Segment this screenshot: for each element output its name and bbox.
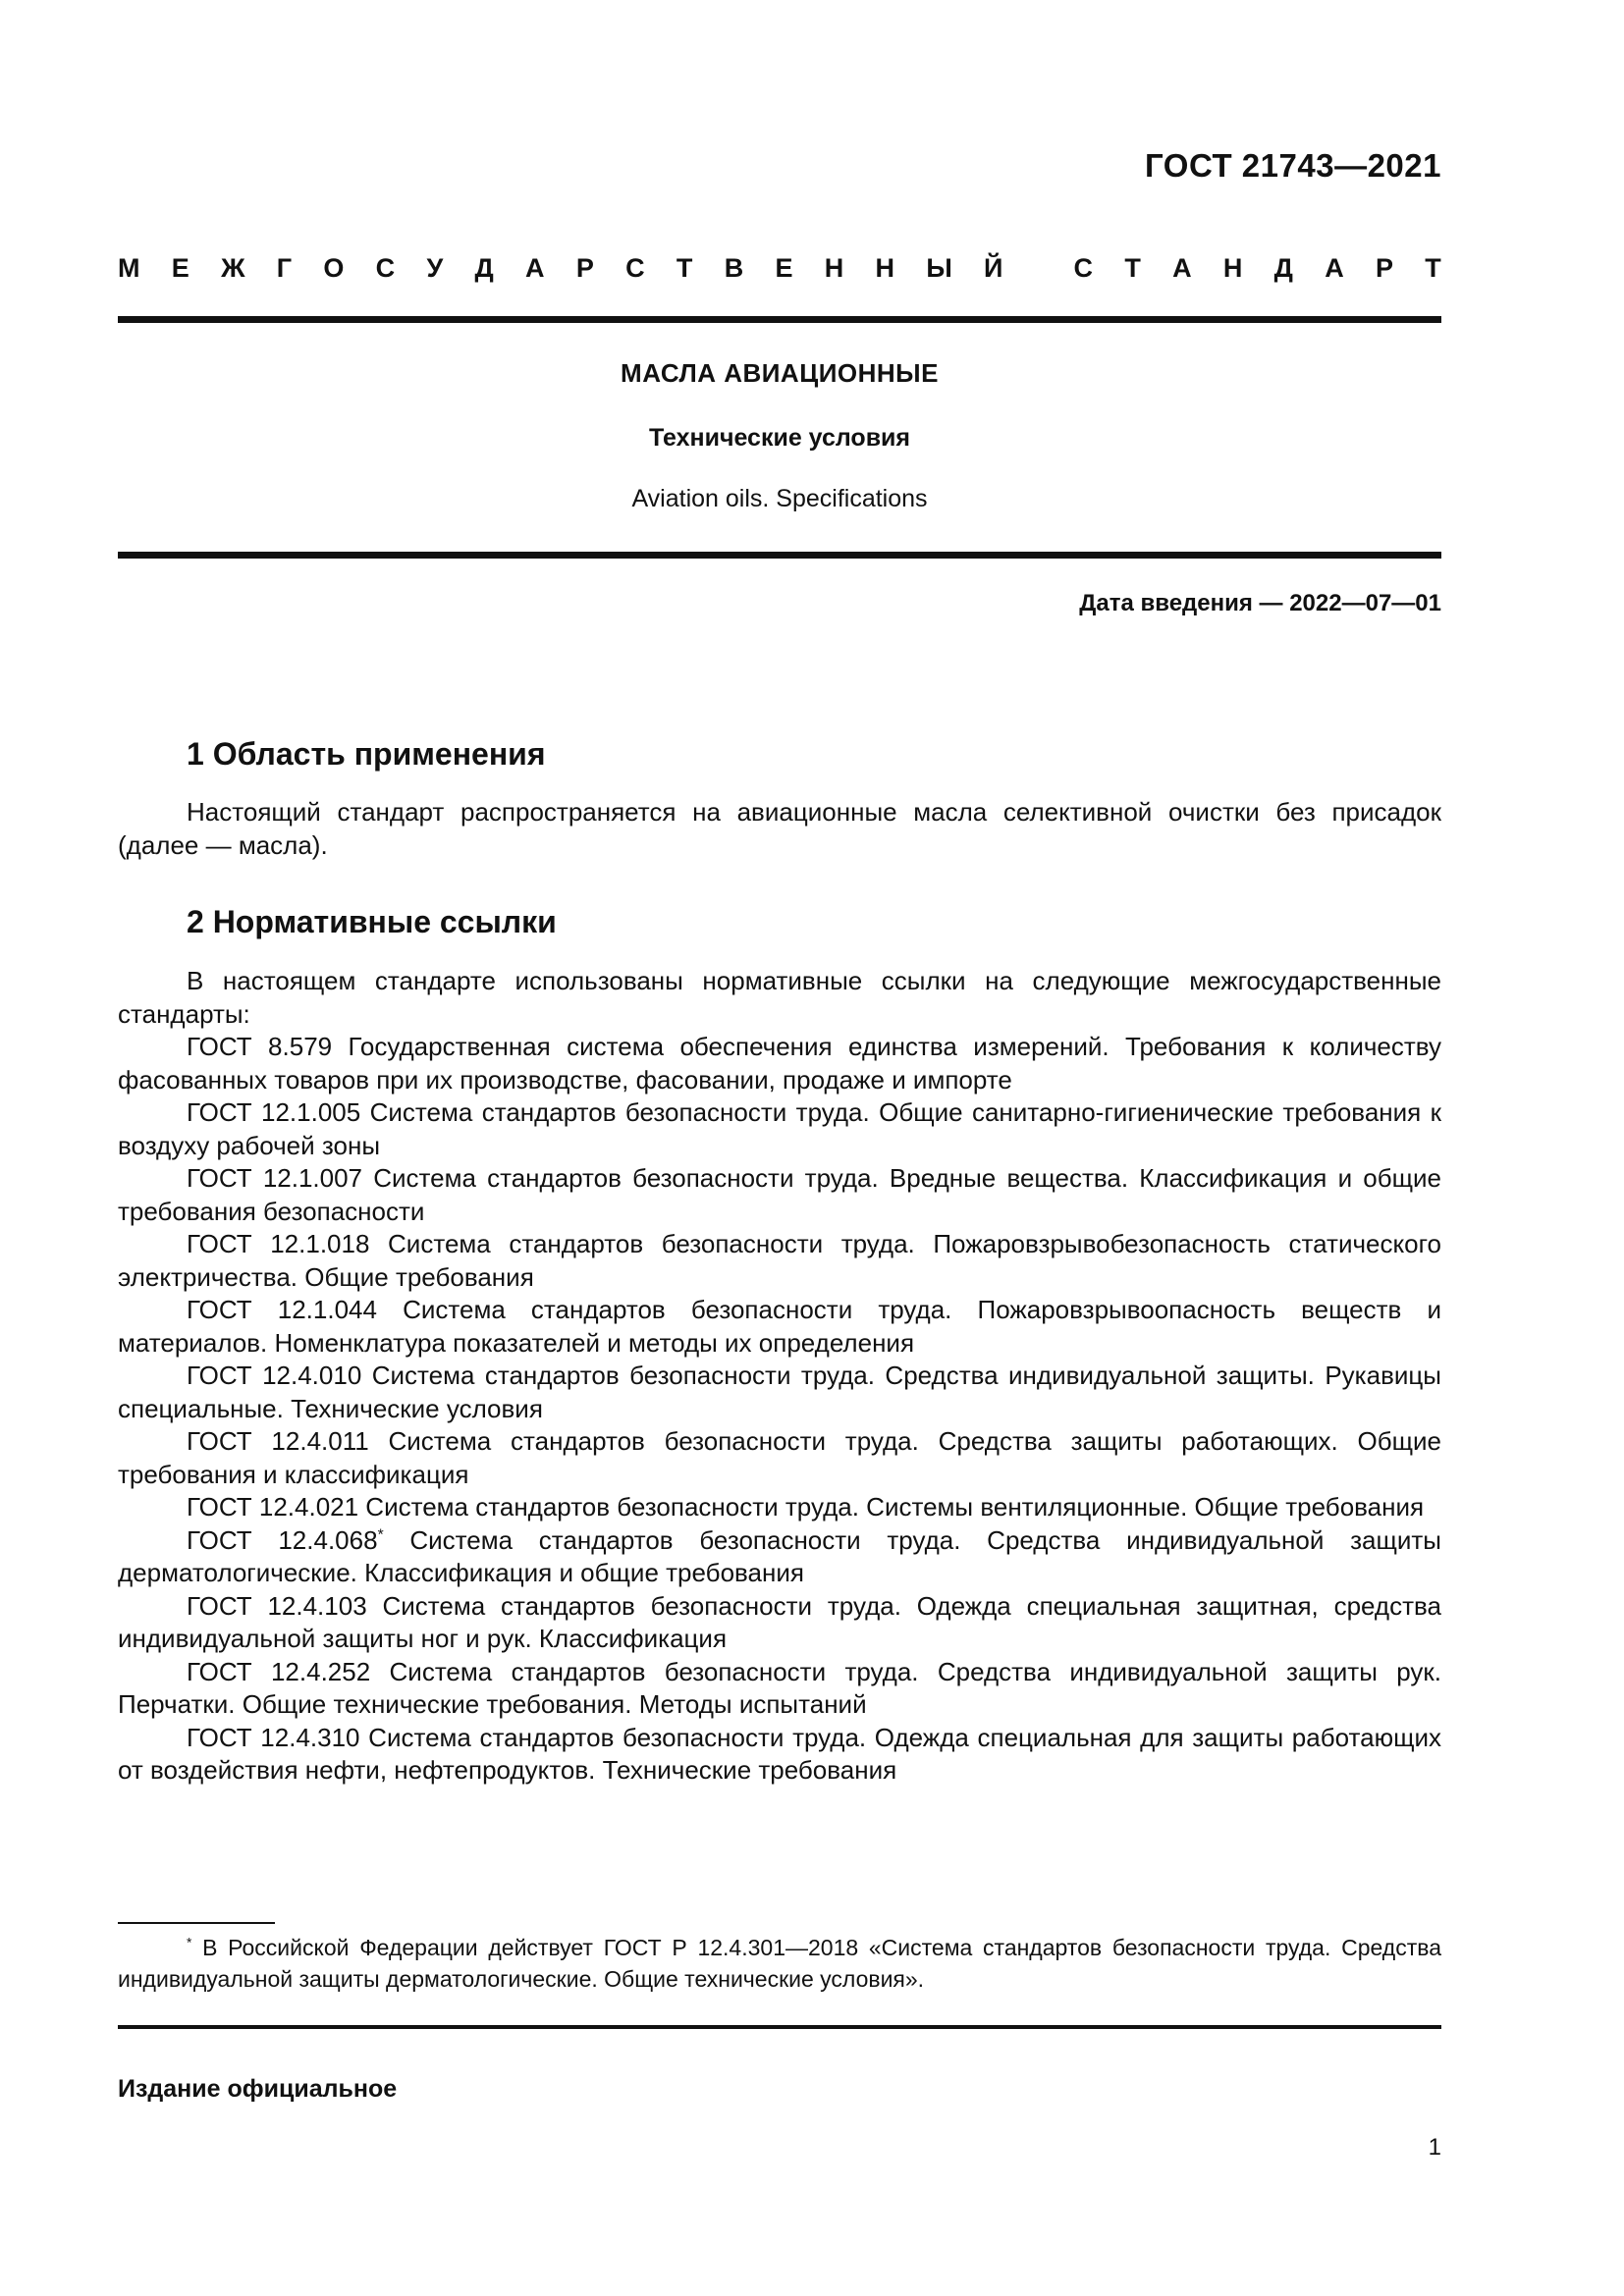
english-title: Aviation oils. Specifications <box>631 485 928 512</box>
reference-item <box>118 1491 1441 1524</box>
reference-code: ГОСТ 12.4.011 <box>187 1426 369 1456</box>
reference-code: ГОСТ 12.4.021 <box>187 1492 359 1522</box>
page-number: 1 <box>1428 2134 1441 2161</box>
reference-title: Система стандартов безопасности труда. Системы вентиляционные. Общие требования <box>358 1492 1425 1522</box>
banner-letter: Т <box>676 253 693 283</box>
banner-letter: С <box>625 253 645 283</box>
reference-item <box>118 1425 1441 1491</box>
banner-letter: С <box>1073 253 1094 283</box>
banner-letter: Р <box>1375 253 1393 283</box>
section-2-body <box>118 965 1441 1788</box>
banner-letter: Н <box>1222 253 1243 283</box>
banner-letter: Н <box>875 253 895 283</box>
reference-item <box>118 1228 1441 1294</box>
banner-letter: Д <box>474 253 494 283</box>
banner-letter: О <box>323 253 345 283</box>
banner-gap <box>1035 253 1043 284</box>
banner-letter: С <box>375 253 396 283</box>
section-2-heading: 2 Нормативные ссылки <box>187 904 557 939</box>
banner-letter: Р <box>575 253 594 283</box>
banner-letter: Н <box>824 253 844 283</box>
banner-letter: Т <box>1425 253 1441 283</box>
reference-item <box>118 1590 1441 1656</box>
banner-letter: Ы <box>926 253 952 283</box>
reference-code: ГОСТ 12.1.044 <box>187 1295 377 1324</box>
footnote-rule <box>118 1922 275 1924</box>
reference-title: Система стандартов безопасности труда. Вредные вещества. Классификация и общие требования безопасности <box>118 1163 1441 1226</box>
introduction-date: Дата введения — 2022—07—01 <box>1079 590 1441 616</box>
footnote <box>118 1932 1441 1995</box>
banner-letter: М <box>118 253 140 283</box>
reference-title: Система стандартов безопасности труда. Общие санитарно-гигиенические требования к воздуху рабочей зоны <box>118 1097 1442 1160</box>
reference-title: Система стандартов безопасности труда. Одежда специальная для защиты работающих от воздействия нефти, нефтепродуктов. Технические требования <box>118 1722 1441 1785</box>
banner-letter: У <box>426 253 444 283</box>
title-rule <box>118 552 1441 559</box>
reference-code: ГОСТ 12.4.010 <box>187 1361 362 1390</box>
main-title: МАСЛА АВИАЦИОННЫЕ <box>621 358 939 388</box>
reference-item <box>118 1031 1441 1096</box>
section-1-body <box>118 796 1441 862</box>
reference-title: Система стандартов безопасности труда. Средства защиты работающих. Общие требования и классификация <box>118 1426 1442 1489</box>
reference-item <box>118 1722 1441 1788</box>
banner-letter: Ж <box>221 253 245 283</box>
banner-letter: В <box>724 253 744 283</box>
reference-code: ГОСТ 12.4.068 <box>187 1524 378 1555</box>
banner-letter: Е <box>171 253 189 283</box>
reference-code: ГОСТ 12.1.007 <box>187 1163 363 1193</box>
banner-letter: Г <box>276 253 293 283</box>
reference-list <box>118 1031 1441 1788</box>
reference-code: ГОСТ 12.1.005 <box>187 1097 361 1127</box>
section-1-paragraph: Настоящий стандарт распространяется на авиационные масла селективной очистки без присадок (далее — масла). <box>118 797 1441 860</box>
banner-letter: А <box>1172 253 1192 283</box>
reference-title: Система стандартов безопасности труда. Средства индивидуальной защиты. Рукавицы специальные. Технические условия <box>118 1361 1441 1423</box>
reference-item <box>118 1524 1441 1590</box>
reference-item <box>118 1162 1441 1228</box>
reference-item <box>118 1294 1441 1360</box>
reference-code: ГОСТ 8.579 <box>187 1032 333 1061</box>
reference-title: Система стандартов безопасности труда. Пожаровзрывобезопасность статического электричества. Общие требования <box>118 1229 1441 1292</box>
reference-code: ГОСТ 12.4.310 <box>187 1722 360 1752</box>
reference-title: Государственная система обеспечения единства измерений. Требования к количеству фасованных товаров при их производстве, фасовании, продаже и импорте <box>118 1032 1441 1095</box>
reference-title: Система стандартов безопасности труда. Средства индивидуальной защиты дерматологические. Классификация и общие требования <box>118 1524 1441 1587</box>
reference-footnote-mark: * <box>377 1525 384 1543</box>
footnote-mark: * <box>187 1935 192 1950</box>
standard-banner <box>118 253 1441 284</box>
reference-title: Система стандартов безопасности труда. Пожаровзрывоопасность веществ и материалов. Номенклатура показателей и методы их определения <box>118 1295 1441 1358</box>
banner-letter: А <box>525 253 545 283</box>
sub-title: Технические условия <box>648 424 911 452</box>
banner-letter: Д <box>1273 253 1293 283</box>
footer-rule <box>118 2025 1441 2029</box>
document-number: ГОСТ 21743—2021 <box>1145 147 1441 184</box>
reference-item <box>118 1360 1441 1425</box>
header-rule <box>118 316 1441 323</box>
section-2-intro: В настоящем стандарте использованы нормативные ссылки на следующие межгосударственные стандарты: <box>118 966 1441 1029</box>
banner-letter: А <box>1325 253 1344 283</box>
reference-item <box>118 1096 1441 1162</box>
reference-item <box>118 1656 1441 1722</box>
section-1-heading: 1 Область применения <box>187 736 546 772</box>
reference-code: ГОСТ 12.4.252 <box>187 1656 371 1686</box>
footnote-text: В Российской Федерации действует ГОСТ Р 12.4.301—2018 «Система стандартов безопасности труда. Средства индивидуальной защиты дерматологические. Общие технические условия». <box>118 1935 1441 1992</box>
reference-code: ГОСТ 12.1.018 <box>187 1229 370 1258</box>
banner-letter: Т <box>1124 253 1141 283</box>
reference-code: ГОСТ 12.4.103 <box>187 1590 367 1621</box>
official-edition: Издание официальное <box>118 2075 398 2103</box>
reference-title: Система стандартов безопасности труда. Средства индивидуальной защиты рук. Перчатки. Общие технические требования. Методы испытаний <box>118 1656 1441 1719</box>
reference-title: Система стандартов безопасности труда. Одежда специальная защитная, средства индивидуальной защиты ног и рук. Классификация <box>118 1590 1441 1653</box>
banner-letter: Й <box>984 253 1003 283</box>
banner-letter: Е <box>775 253 793 283</box>
